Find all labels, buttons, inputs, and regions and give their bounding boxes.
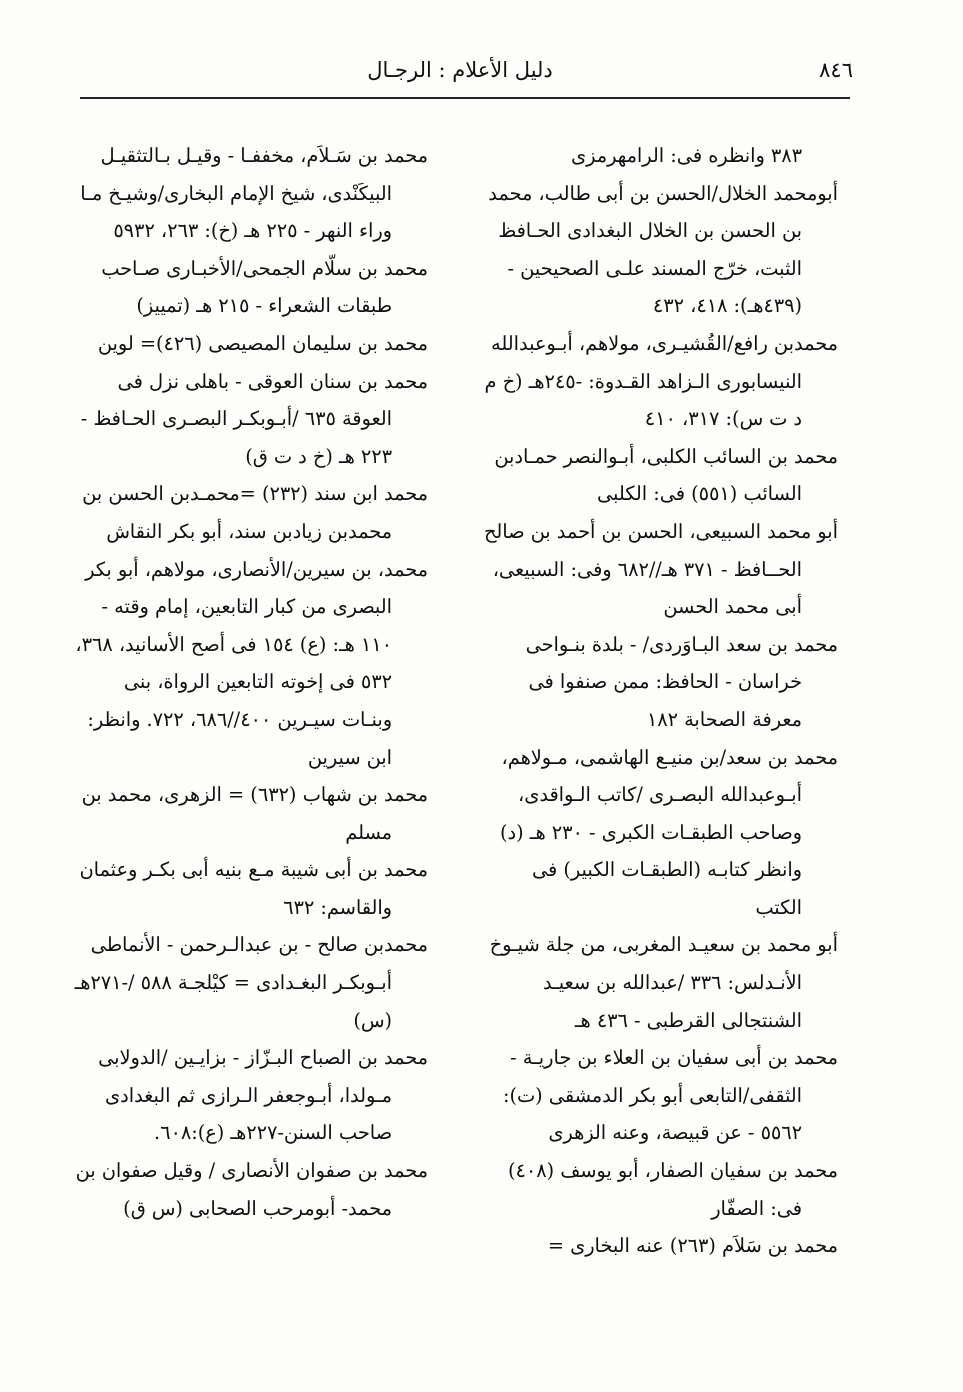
index-entry: محمد بن سليمان المصيصى (٤٢٦)= لوين [97, 331, 428, 355]
index-entry: محمد بن السائب الكلبى، أبـوالنصر حمـادبن السائب (٥٥١) فى: الكلبى [494, 444, 838, 506]
index-entry: محمدبن رافع/القُشيـرى، مولاهم، أبـوعبدالله النيسابورى الـزاهد القـدوة: -٢٤٥هـ (خ م د ت س): ٣١٧، ٤١٠ [484, 331, 838, 431]
index-entry: محمد بن أبى شيبة مـع بنيه أبى بكـر وعثمان والقاسم: ٦٣٢ [79, 858, 428, 919]
index-entry: محمد بن شهاب (٦٣٢) = الزهرى، محمد بن مسلم [81, 783, 428, 844]
index-entry: ٣٨٣ وانظره فى: الرامهرمزى [571, 144, 802, 167]
index-entry: محمدبن صالح - بن عبدالـرحمن - الأنماطى أبـوبكـر البغـدادى = كيْلجـة ٥٨٨ /-٢٧١هـ (س) [74, 933, 428, 1032]
index-entry: أبو محمد السبيعى، الحسن بن أحمد بن صالح الحــافظ - ٣٧١ هـ//٦٨٢ وفى: السبيعى، أبى محمد الحسن [483, 519, 838, 619]
index-entry: محمد ابن سند (٢٣٢) =محمـدبن الحسن بن محمدبن زيادبن سند، أبو بكر النقاش [82, 482, 428, 543]
index-entry: محمد بن صفوان الأنصارى / وقيل صفوان بن محمد- أبومرحب الصحابى (س ق) [75, 1159, 428, 1220]
left-column [72, 137, 428, 1227]
index-entry: محمد بن سعد البـاوَردى/ - بلدة بنـواحى خراسان - الحافظ: ممن صنفوا فى معرفة الصحابة ١٨٢ [525, 632, 838, 731]
index-entry: محمد، بن سيرين/الأنصارى، مولاهم، أبو بكر البصرى من كبار التابعين، إمام وقته - ١١٠ هـ: (ع) ١٥٤ فى أصح الأسانيد، ٣٦٨، ٥٣٢ فى إخوته التابعين الرواة، بنى وبنـات سيـرين ٤٠٠//٦٨٦، ٧٢٢. وانظر: ابن سيرين [75, 557, 428, 769]
running-header: دليل الأعلام : الرجـال [367, 58, 553, 82]
index-entry: محمد بن سَلاَم (٢٦٣) عنه البخارى = [547, 1234, 838, 1258]
index-entry: أبومحمد الخلال/الحسن بن أبى طالب، محمد بن الحسن بن الخلال البغدادى الحـافظ الثبت، خرّج المسند علـى الصحيحين -(٤٣٩هـ): ٤١٨، ٤٣٢ [488, 181, 838, 318]
index-entry: محمد بن سلّام الجمحى/الأخبـارى صـاحب طبقات الشعراء - ٢١٥ هـ (تمييز) [101, 256, 428, 318]
index-entry: محمد بن سنان العوقى - باهلى نزل فى العوقة ٦٣٥ /أبـوبكـر البصـرى الحـافظ - ٢٢٣ هـ (خ د ت ق) [80, 369, 428, 468]
index-entry: محمد بن سَـلاَم، مخففـا - وقيـل بـالتثقيـل البيكَنْدى، شيخ الإمام البخارى/وشيـخ مـا وراء النهر - ٢٢٥ هـ (خ): ٢٦٣، ٥٩٣٢ [80, 144, 428, 243]
index-entry: محمد بن سفيان الصفار، أبو يوسف (٤٠٨) فى: الصفّار [508, 1159, 838, 1220]
index-entry: أبو محمد بن سعيـد المغربى، من جلة شيـوخ الأنـدلس: ٣٣٦ /عبدالله بن سعيـد الشنتجالى القرطبى - ٤٣٦ هـ [489, 933, 838, 1032]
header-rule [80, 97, 850, 99]
right-column [480, 137, 838, 1265]
index-entry: محمد بن سعد/بن منيـع الهاشمى، مـولاهم، أبـوعبدالله البصـرى /كاتب الـواقدى، وصاحب الطبقـات الكبرى - ٢٣٠ هـ (د) وانظر كتابـه (الطبقـات الكبير) فى الكتب [500, 745, 838, 919]
page-number: ٨٤٦ [819, 58, 853, 82]
index-entry: محمد بن الصباح البـزّاز - بزايـين /الدولابى مـولدا، أبـوجعفر الـرازى ثم البغدادى صاحب السنن-٢٢٧هـ (ع):٦٠٨. [98, 1046, 428, 1145]
index-entry: محمد بن أبى سفيان بن العلاء بن جاريـة - الثقفى/التابعى أبو بكر الدمشقى (ت): ٥٥٦٢ - عن قبيصة، وعنه الزهرى [502, 1046, 838, 1145]
